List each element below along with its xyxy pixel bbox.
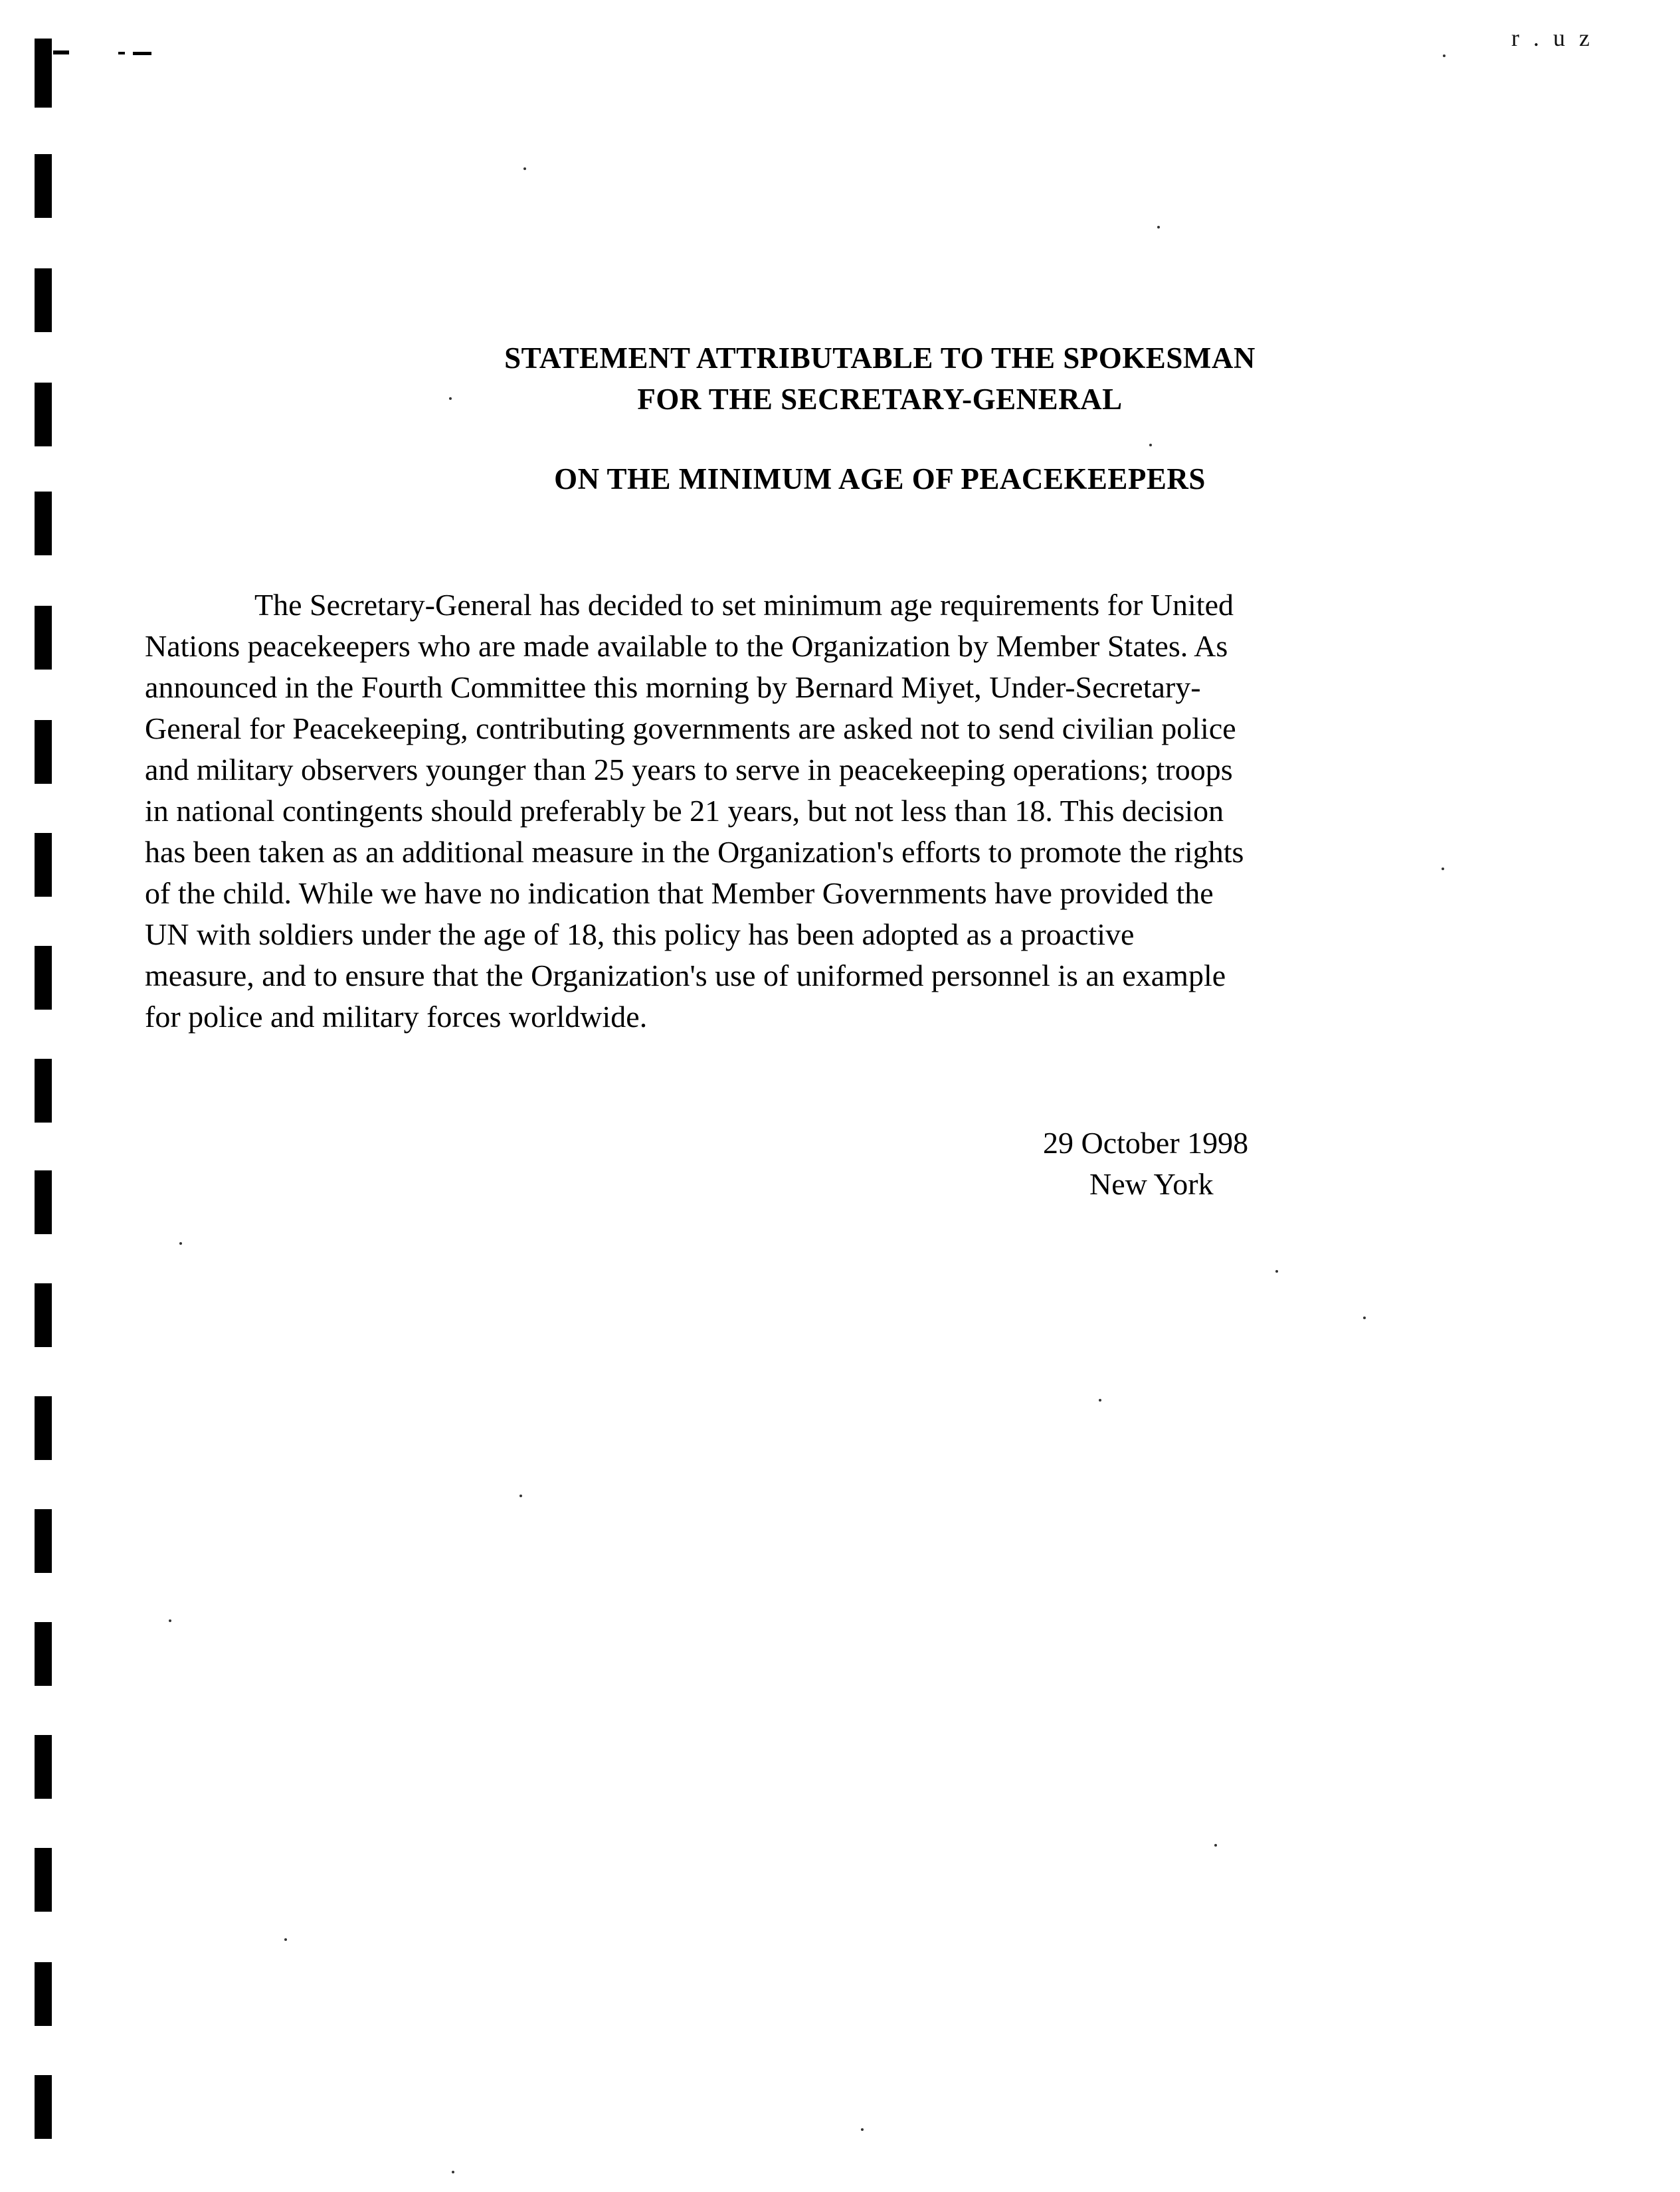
binding-mark	[35, 2075, 52, 2139]
scan-speck	[284, 1938, 287, 1941]
binding-mark	[35, 1283, 52, 1347]
statement-date: 29 October 1998	[1043, 1126, 1249, 1160]
binding-mark	[35, 1962, 52, 2026]
binding-mark	[35, 1170, 52, 1234]
corner-mark: r . u z	[1511, 25, 1594, 51]
statement-place: New York	[1089, 1167, 1214, 1201]
binding-mark	[35, 268, 52, 332]
binding-mark	[35, 39, 52, 108]
scan-speck	[519, 1495, 522, 1497]
binding-mark	[35, 154, 52, 218]
body-line: of the child. While we have no indication that Member Governments have provided the	[145, 876, 1214, 910]
body-line: Nations peacekeepers who are made available to the Organization by Member States. As	[145, 629, 1228, 663]
statement-body	[145, 585, 1480, 1038]
scan-mark	[133, 52, 151, 55]
binding-mark	[35, 720, 52, 784]
binding-mark	[35, 946, 52, 1010]
binding-mark	[35, 1059, 52, 1123]
body-line: has been taken as an additional measure in the Organization's efforts to promote the rights	[145, 835, 1244, 869]
scan-speck	[169, 1619, 171, 1622]
binding-mark	[35, 1848, 52, 1912]
scan-speck	[1214, 1844, 1217, 1847]
binding-mark	[35, 1509, 52, 1573]
body-line: for police and military forces worldwide.	[145, 1000, 648, 1034]
scan-speck	[1157, 226, 1160, 228]
scan-speck	[179, 1242, 182, 1245]
body-line: announced in the Fourth Committee this morning by Bernard Miyet, Under-Secretary-	[145, 670, 1201, 704]
scan-speck	[861, 2128, 864, 2131]
body-line: UN with soldiers under the age of 18, this policy has been adopted as a proactive	[145, 917, 1135, 951]
scan-speck	[1275, 1270, 1278, 1273]
scan-speck	[452, 2171, 454, 2173]
body-line: measure, and to ensure that the Organization's use of uniformed personnel is an example	[145, 959, 1226, 992]
scan-speck	[1149, 444, 1152, 446]
statement-title-line2: FOR THE SECRETARY-GENERAL	[637, 383, 1123, 416]
binding-mark	[35, 606, 52, 670]
binding-mark	[35, 1622, 52, 1686]
binding-mark	[35, 833, 52, 897]
scan-speck	[523, 167, 526, 170]
statement-subject: ON THE MINIMUM AGE OF PEACEKEEPERS	[554, 462, 1206, 496]
binding-mark	[35, 492, 52, 555]
scan-mark	[118, 52, 125, 54]
body-line: and military observers younger than 25 years to serve in peacekeeping operations; troops	[145, 753, 1233, 786]
body-line: in national contingents should preferably be 21 years, but not less than 18. This decision	[145, 794, 1224, 828]
binding-mark	[35, 1396, 52, 1460]
scan-mark	[53, 50, 69, 54]
binding-mark	[35, 1735, 52, 1799]
statement-title: STATEMENT ATTRIBUTABLE TO THE SPOKESMAN	[504, 341, 1256, 375]
scan-speck	[1363, 1317, 1366, 1319]
scan-speck	[1099, 1399, 1101, 1402]
body-line: The Secretary-General has decided to set minimum age requirements for United	[254, 588, 1234, 622]
body-line: General for Peacekeeping, contributing governments are asked not to send civilian police	[145, 711, 1236, 745]
scan-speck	[1443, 54, 1446, 57]
